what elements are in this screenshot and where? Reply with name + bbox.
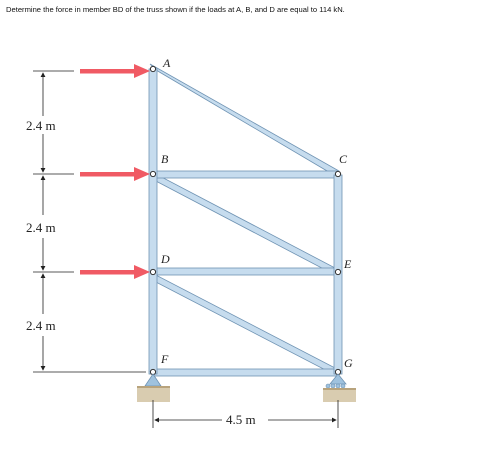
dimension-label-bottom: 2.4 m (26, 318, 56, 333)
load-arrow-d (80, 265, 150, 279)
problem-statement: Determine the force in member BD of the truss shown if the loads at A, B, and D are equal to 114 kN. (6, 5, 345, 14)
pin-support-f (137, 374, 170, 402)
joint-d (150, 269, 155, 274)
node-label-a: A (163, 56, 171, 70)
dimension-label-width: 4.5 m (226, 412, 256, 427)
member-be (152, 172, 337, 276)
member-ac (150, 64, 339, 178)
member-fg (153, 369, 338, 376)
node-label-b: B (161, 152, 169, 166)
members-diagonal (150, 64, 339, 376)
member-af (149, 69, 157, 374)
load-arrows (80, 64, 150, 279)
joint-b (150, 171, 155, 176)
member-dg (152, 273, 337, 376)
node-label-e: E (344, 257, 352, 271)
member-de (153, 268, 338, 275)
dimension-label-top: 2.4 m (26, 118, 56, 133)
node-label-d: D (161, 252, 170, 266)
roller-support-g (323, 374, 356, 402)
load-arrow-a (80, 64, 150, 78)
members-horizontal (153, 171, 338, 376)
load-arrow-b (80, 167, 150, 181)
joint-e (335, 269, 340, 274)
dimension-label-middle: 2.4 m (26, 220, 56, 235)
joint-a (150, 66, 155, 71)
node-label-f: F (161, 352, 169, 366)
member-bc (153, 171, 338, 178)
joint-c (335, 171, 340, 176)
node-label-g: G (344, 356, 353, 370)
node-label-c: C (339, 152, 348, 166)
